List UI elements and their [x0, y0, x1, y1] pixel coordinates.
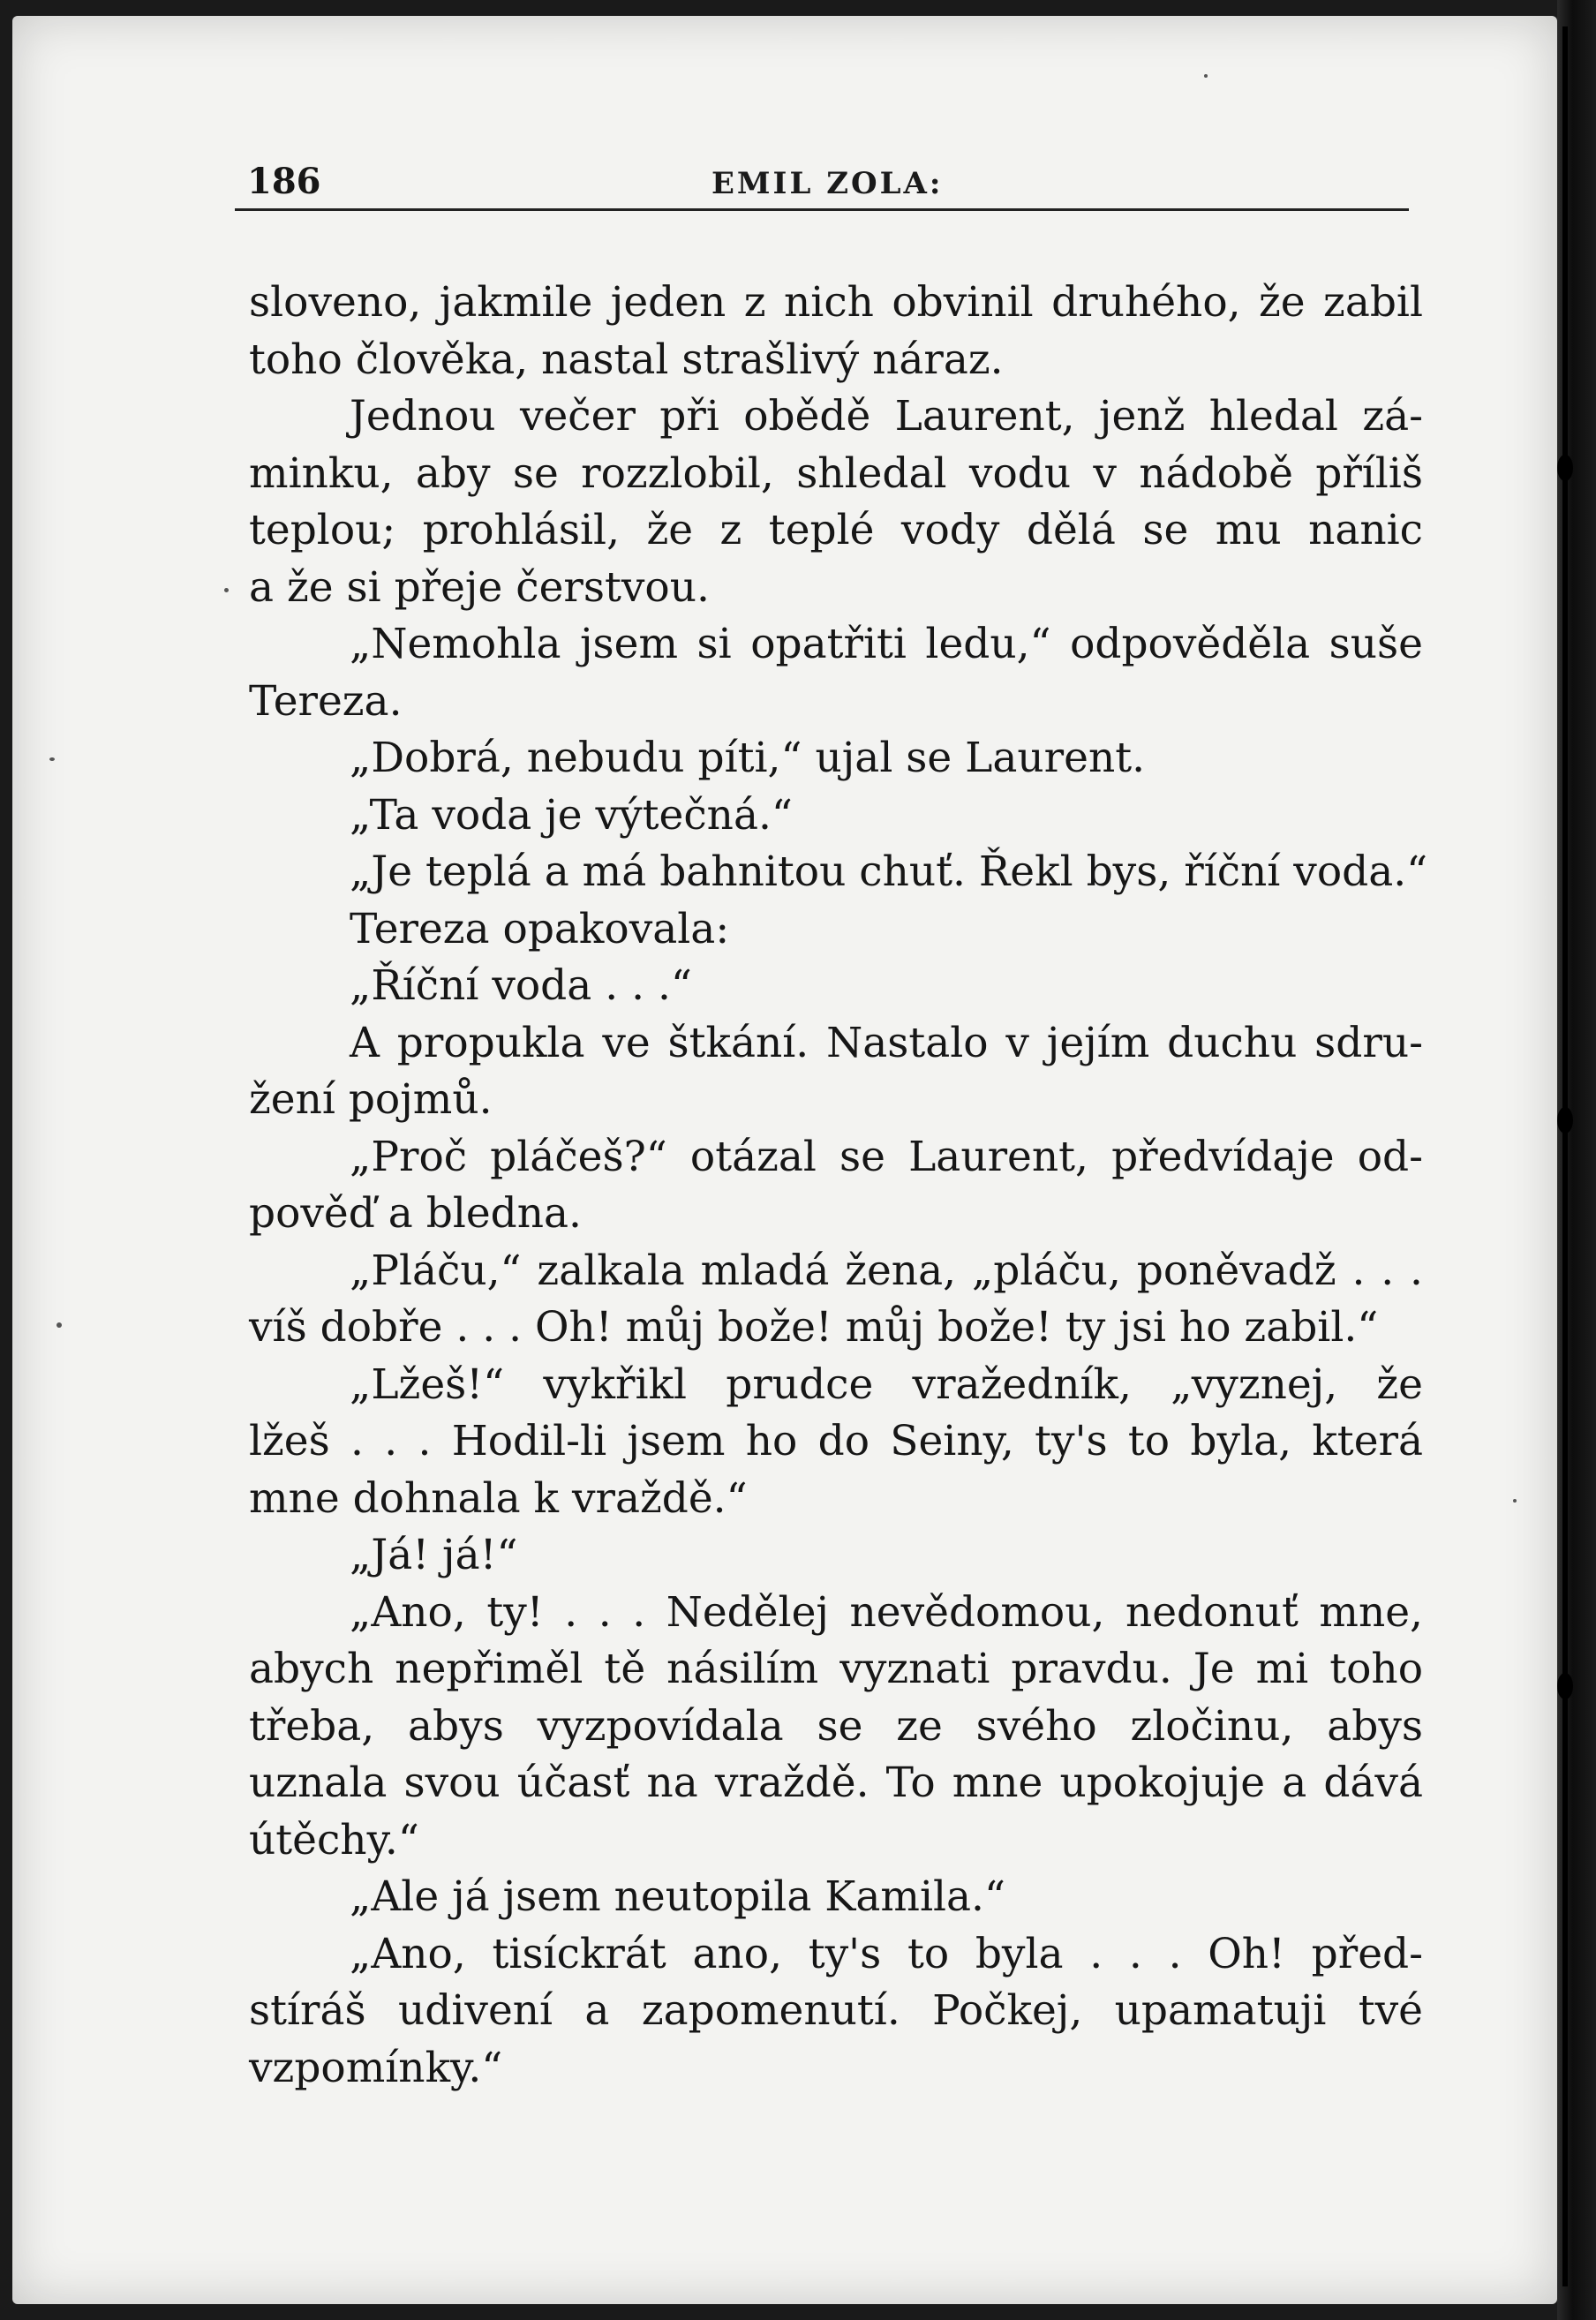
text-line: pověď a bledna.	[249, 1189, 582, 1238]
paper-speck	[1204, 74, 1208, 78]
book-page	[12, 16, 1557, 2304]
text-line: „Ta voda je výtečná.“	[350, 790, 793, 840]
text-line: „Ano, ty! . . . Nedělej nevědomou, nedonuť mne,	[350, 1587, 1423, 1637]
text-line: „Nemohla jsem si opatřiti ledu,“ odpověděla suše	[350, 620, 1423, 668]
page-number: 186	[247, 161, 321, 202]
paper-speck	[224, 588, 229, 592]
text-line: „Ale já jsem neutopila Kamila.“	[350, 1872, 1006, 1921]
text-line: Tereza opakovala:	[350, 904, 730, 953]
page-header	[235, 159, 1409, 211]
text-line: stíráš udivení a zapomenutí. Počkej, upamatuji tvé	[249, 1986, 1423, 2035]
spine-mark	[1557, 1107, 1573, 1134]
text-line: „Je teplá a má bahnitou chuť. Řekl bys, říční voda.“	[350, 847, 1428, 896]
text-line: „Dobrá, nebudu píti,“ ujal se Laurent.	[350, 734, 1146, 782]
text-line: abych nepřiměl tě násilím vyznati pravdu. Je mi toho	[249, 1645, 1423, 1693]
text-line: vzpomínky.“	[249, 2043, 503, 2092]
text-line: uznala svou účasť na vraždě. To mne upokojuje a dává	[249, 1759, 1423, 1807]
text-line: minku, aby se rozzlobil, shledal vodu v nádobě příliš	[249, 448, 1423, 498]
text-line: sloveno, jakmile jeden z nich obvinil druhého, že zabil	[249, 278, 1423, 327]
spine-mark	[1557, 1673, 1573, 1699]
text-line: „Pláču,“ zalkala mladá žena, „pláču, poněvadž . . .	[350, 1246, 1423, 1295]
text-line: třeba, abys vyzpovídala se ze svého zločinu, abys	[249, 1701, 1423, 1751]
text-line: „Proč pláčeš?“ otázal se Laurent, předvídaje od-	[350, 1132, 1423, 1181]
text-line: lžeš . . . Hodil-li jsem ho do Seiny, ty's to byla, která	[249, 1417, 1423, 1465]
spine-line	[1562, 26, 1568, 2286]
paper-speck	[49, 757, 55, 761]
text-line: „Lžeš!“ vykřikl prudce vražedník, „vyznej, že	[350, 1360, 1423, 1409]
spine-mark	[1557, 455, 1573, 481]
paper-speck	[1513, 1499, 1517, 1503]
running-head: EMIL ZOLA:	[711, 166, 944, 201]
paper-speck	[56, 1322, 62, 1328]
text-line: a že si přeje čerstvou.	[249, 562, 710, 612]
text-line: mne dohnala k vraždě.“	[249, 1473, 748, 1523]
text-line: toho člověka, nastal strašlivý náraz.	[249, 335, 1004, 384]
text-line: útěchy.“	[249, 1815, 419, 1864]
text-line: víš dobře . . . Oh! můj bože! můj bože! ty jsi ho zabil.“	[249, 1303, 1379, 1352]
text-line: „Ano, tisíckrát ano, ty's to byla . . . Oh! před-	[350, 1929, 1423, 1978]
text-line: „Říční voda . . .“	[350, 961, 692, 1010]
text-line: žení pojmů.	[249, 1075, 493, 1124]
text-line: Tereza.	[249, 676, 403, 726]
text-line: „Já! já!“	[350, 1531, 518, 1579]
text-line: teplou; prohlásil, že z teplé vody dělá se mu nanic	[249, 506, 1423, 554]
text-line: A propukla ve štkání. Nastalo v jejím duchu sdru-	[350, 1018, 1423, 1067]
text-line: Jednou večer při obědě Laurent, jenž hledal zá-	[350, 392, 1423, 441]
body-text	[249, 275, 1428, 2097]
